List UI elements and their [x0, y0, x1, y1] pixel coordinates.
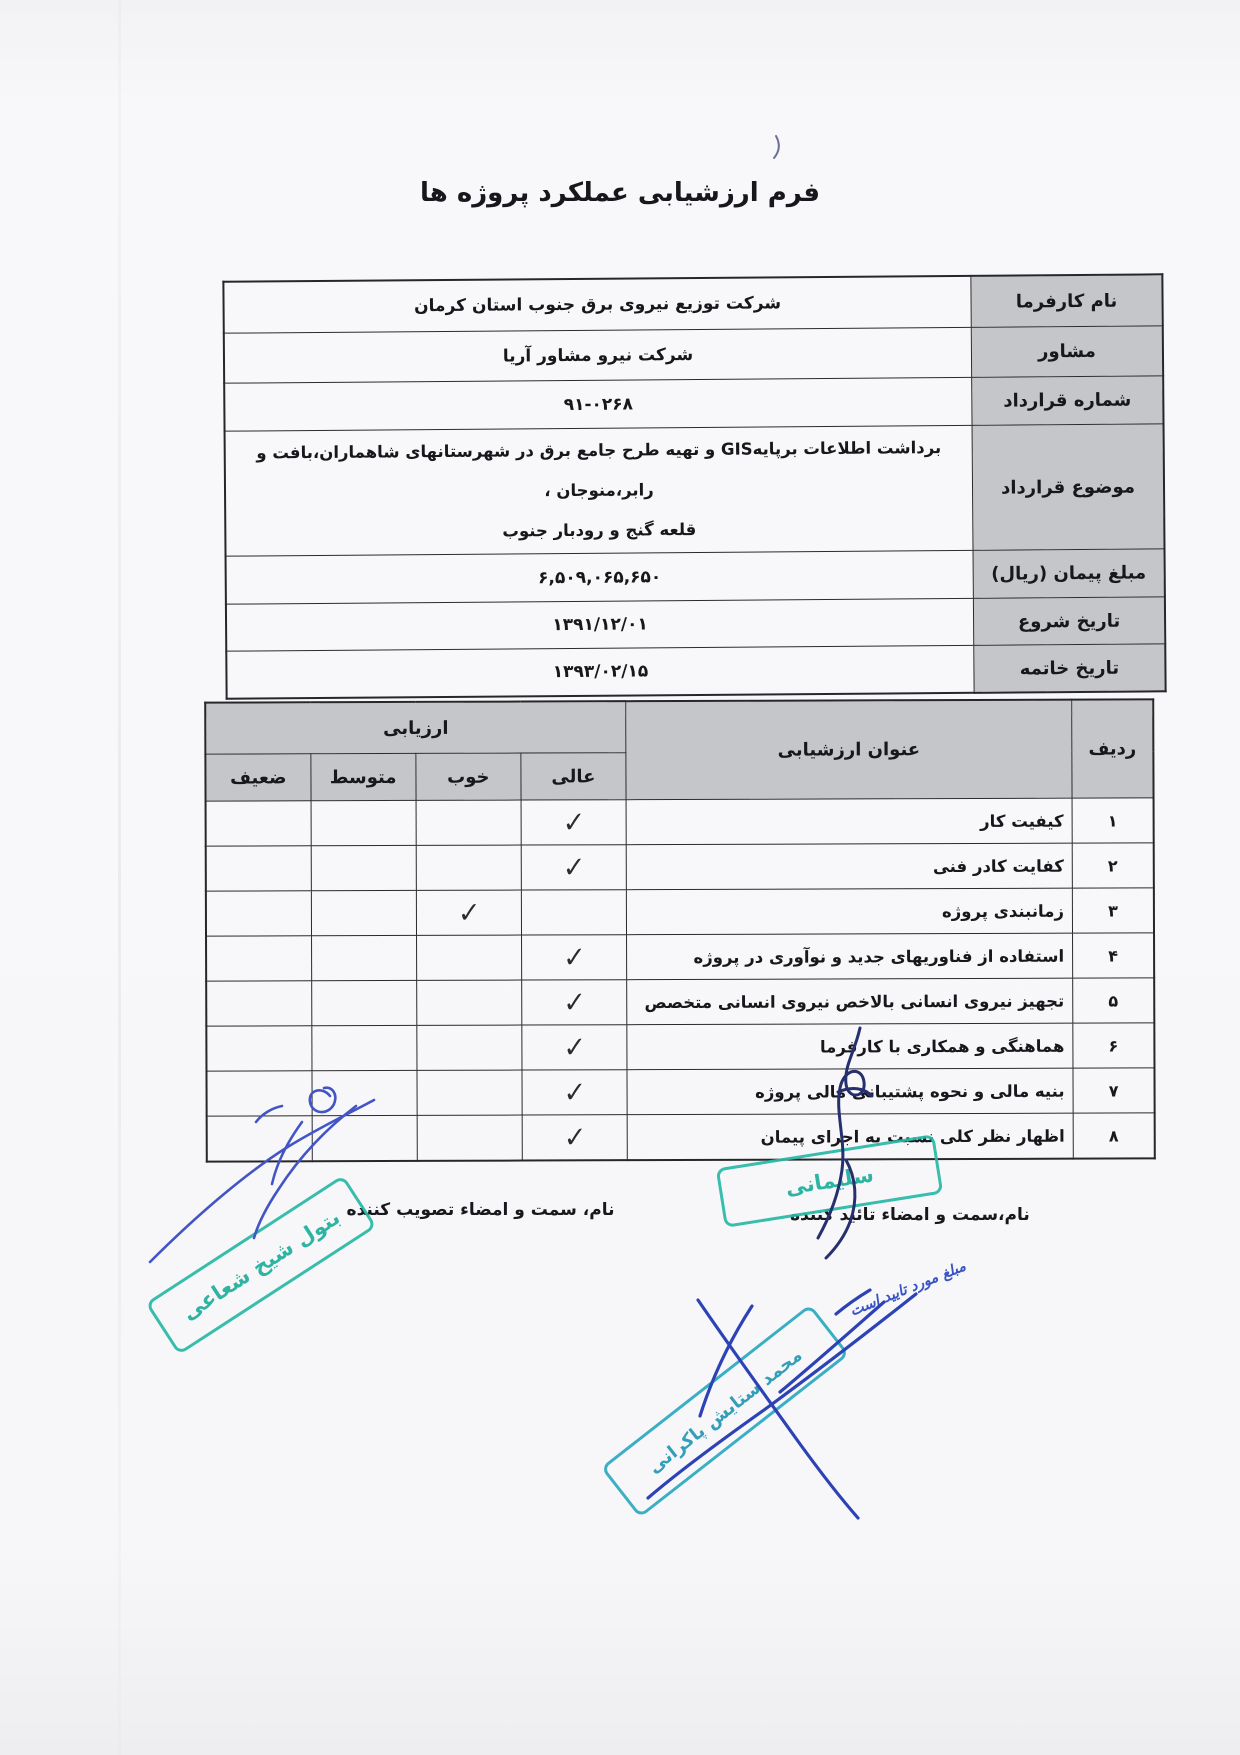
header-row-number: ردیف [1072, 699, 1154, 798]
rating-cell [522, 1115, 627, 1161]
table-row [224, 326, 1163, 383]
rating-cell [311, 845, 416, 890]
rating-cell [206, 891, 311, 936]
table-row [206, 1023, 1154, 1071]
row-title: زمانبندی پروژه [626, 888, 1072, 935]
row-title: تجهیز نیروی انسانی بالاخص نیروی انسانی متخصص [627, 978, 1073, 1025]
rating-cell [416, 800, 521, 845]
table-row [226, 644, 1165, 699]
rating-cell [521, 800, 626, 845]
header-rating-group: ارزیابی [205, 701, 626, 754]
row-title: بنیه مالی و نحوه پشتیبانی مالی پروژه [627, 1068, 1073, 1115]
rating-cell [311, 980, 416, 1025]
table-row [206, 843, 1154, 891]
row-number: ۴ [1073, 933, 1155, 978]
rating-cell [207, 1116, 312, 1162]
info-label: شماره قرارداد [972, 376, 1164, 426]
checkmark-icon: ✓ [562, 805, 585, 840]
row-title: کفایت کادر فنی [626, 843, 1072, 890]
info-label: نام کارفرما [971, 274, 1163, 327]
info-value: برداشت اطلاعات برپایهGIS و تهیه طرح جامع برق در شهرستانهای شاهماران،بافت و رابر،منوجان ، قلعه گنج و رودبار جنوب [225, 425, 973, 556]
rating-cell [417, 1025, 522, 1070]
table-row [223, 274, 1162, 333]
table-row [206, 933, 1154, 981]
rating-cell [311, 800, 416, 845]
header-rating-weak: ضعیف [205, 754, 310, 801]
rating-cell [311, 1025, 416, 1070]
checkmark-icon: ✓ [563, 1075, 586, 1110]
row-title: کیفیت کار [626, 798, 1072, 845]
info-label: مبلغ پیمان (ریال) [973, 549, 1165, 599]
row-number: ۵ [1073, 978, 1155, 1023]
row-title: هماهنگی و همکاری با کارفرما [627, 1023, 1073, 1070]
approval-note: مبلغ مورد تایید است [847, 1258, 969, 1320]
info-value: ۹۱-۰۲۶۸ [224, 377, 972, 431]
rating-cell [311, 935, 416, 980]
table-row [226, 597, 1165, 651]
table-row [206, 888, 1154, 936]
rating-cell [206, 846, 311, 891]
rating-cell [417, 1115, 522, 1161]
checkmark-icon: ✓ [562, 850, 586, 885]
table-row [206, 978, 1154, 1026]
rating-cell [521, 845, 626, 890]
row-title: استفاده از فناوریهای جدید و نوآوری در پروژه [627, 933, 1073, 980]
table-row [224, 376, 1163, 431]
rating-cell [416, 935, 521, 980]
stray-pen-mark [774, 136, 779, 158]
info-value: ۱۳۹۱/۱۲/۰۱ [226, 598, 974, 651]
rating-cell [521, 890, 626, 935]
rating-cell [521, 935, 626, 980]
rating-cell [522, 1070, 627, 1115]
table-row [226, 549, 1165, 604]
checkmark-icon: ✓ [563, 1030, 586, 1065]
info-value: شرکت نیرو مشاور آریا [224, 327, 972, 383]
rating-cell [206, 1071, 311, 1116]
row-number: ۳ [1072, 888, 1154, 933]
row-number: ۸ [1073, 1113, 1155, 1159]
rating-cell [312, 1115, 417, 1161]
confirmer-signature-label: نام،سمت و امضاء تائید کننده [790, 1205, 1030, 1225]
rating-cell [206, 936, 311, 981]
rating-cell [206, 1026, 311, 1071]
evaluation-table [204, 698, 1156, 1162]
header-evaluation-title: عنوان ارزشیابی [626, 700, 1072, 800]
page-title: فرم ارزشیابی عملکرد پروژه ها [420, 178, 820, 208]
info-value: ۱۳۹۳/۰۲/۱۵ [226, 645, 974, 698]
confirmer-stamp: سلیمانی [716, 1134, 944, 1228]
rating-cell [312, 1070, 417, 1115]
checkmark-icon: ✓ [457, 895, 481, 930]
header-rating-average: متوسط [311, 753, 416, 800]
table-row [207, 1113, 1155, 1162]
table-row [206, 798, 1154, 846]
rating-cell [416, 890, 521, 935]
info-value: ۶,۵۰۹,۰۶۵,۶۵۰ [226, 550, 974, 604]
row-number: ۷ [1073, 1068, 1155, 1113]
header-rating-excellent: عالی [521, 753, 626, 800]
row-number: ۱ [1072, 798, 1154, 843]
rating-cell [206, 981, 311, 1026]
approver-signature-label: نام، سمت و امضاء تصویب کننده [346, 1200, 615, 1220]
info-label: تاریخ شروع [973, 597, 1165, 646]
header-rating-good: خوب [416, 753, 521, 800]
bottom-stamp: محمد ستایش پاکرانی [600, 1304, 849, 1518]
info-label: مشاور [971, 326, 1163, 378]
rating-cell [311, 890, 416, 935]
rating-cell [416, 980, 521, 1025]
info-value: شرکت توزیع نیروی برق جنوب استان کرمان [223, 276, 971, 333]
row-number: ۶ [1073, 1023, 1155, 1068]
checkmark-icon: ✓ [562, 985, 586, 1020]
table-row [206, 1068, 1154, 1116]
info-label: موضوع قرارداد [972, 424, 1164, 551]
approver-stamp: بتول شیخ شعاعی [145, 1175, 377, 1356]
info-label: تاریخ خاتمه [974, 644, 1166, 693]
checkmark-icon: ✓ [563, 1120, 586, 1155]
row-number: ۲ [1072, 843, 1154, 888]
row-title: اظهار نظر کلی نسبت به اجرای پیمان [627, 1113, 1073, 1160]
rating-cell [206, 801, 311, 846]
contract-info-table [222, 273, 1166, 699]
table-header-row [205, 699, 1153, 754]
rating-cell [416, 845, 521, 890]
checkmark-icon: ✓ [562, 940, 586, 975]
rating-cell [522, 980, 627, 1025]
table-row [225, 424, 1165, 556]
rating-cell [522, 1025, 627, 1070]
rating-cell [417, 1070, 522, 1115]
